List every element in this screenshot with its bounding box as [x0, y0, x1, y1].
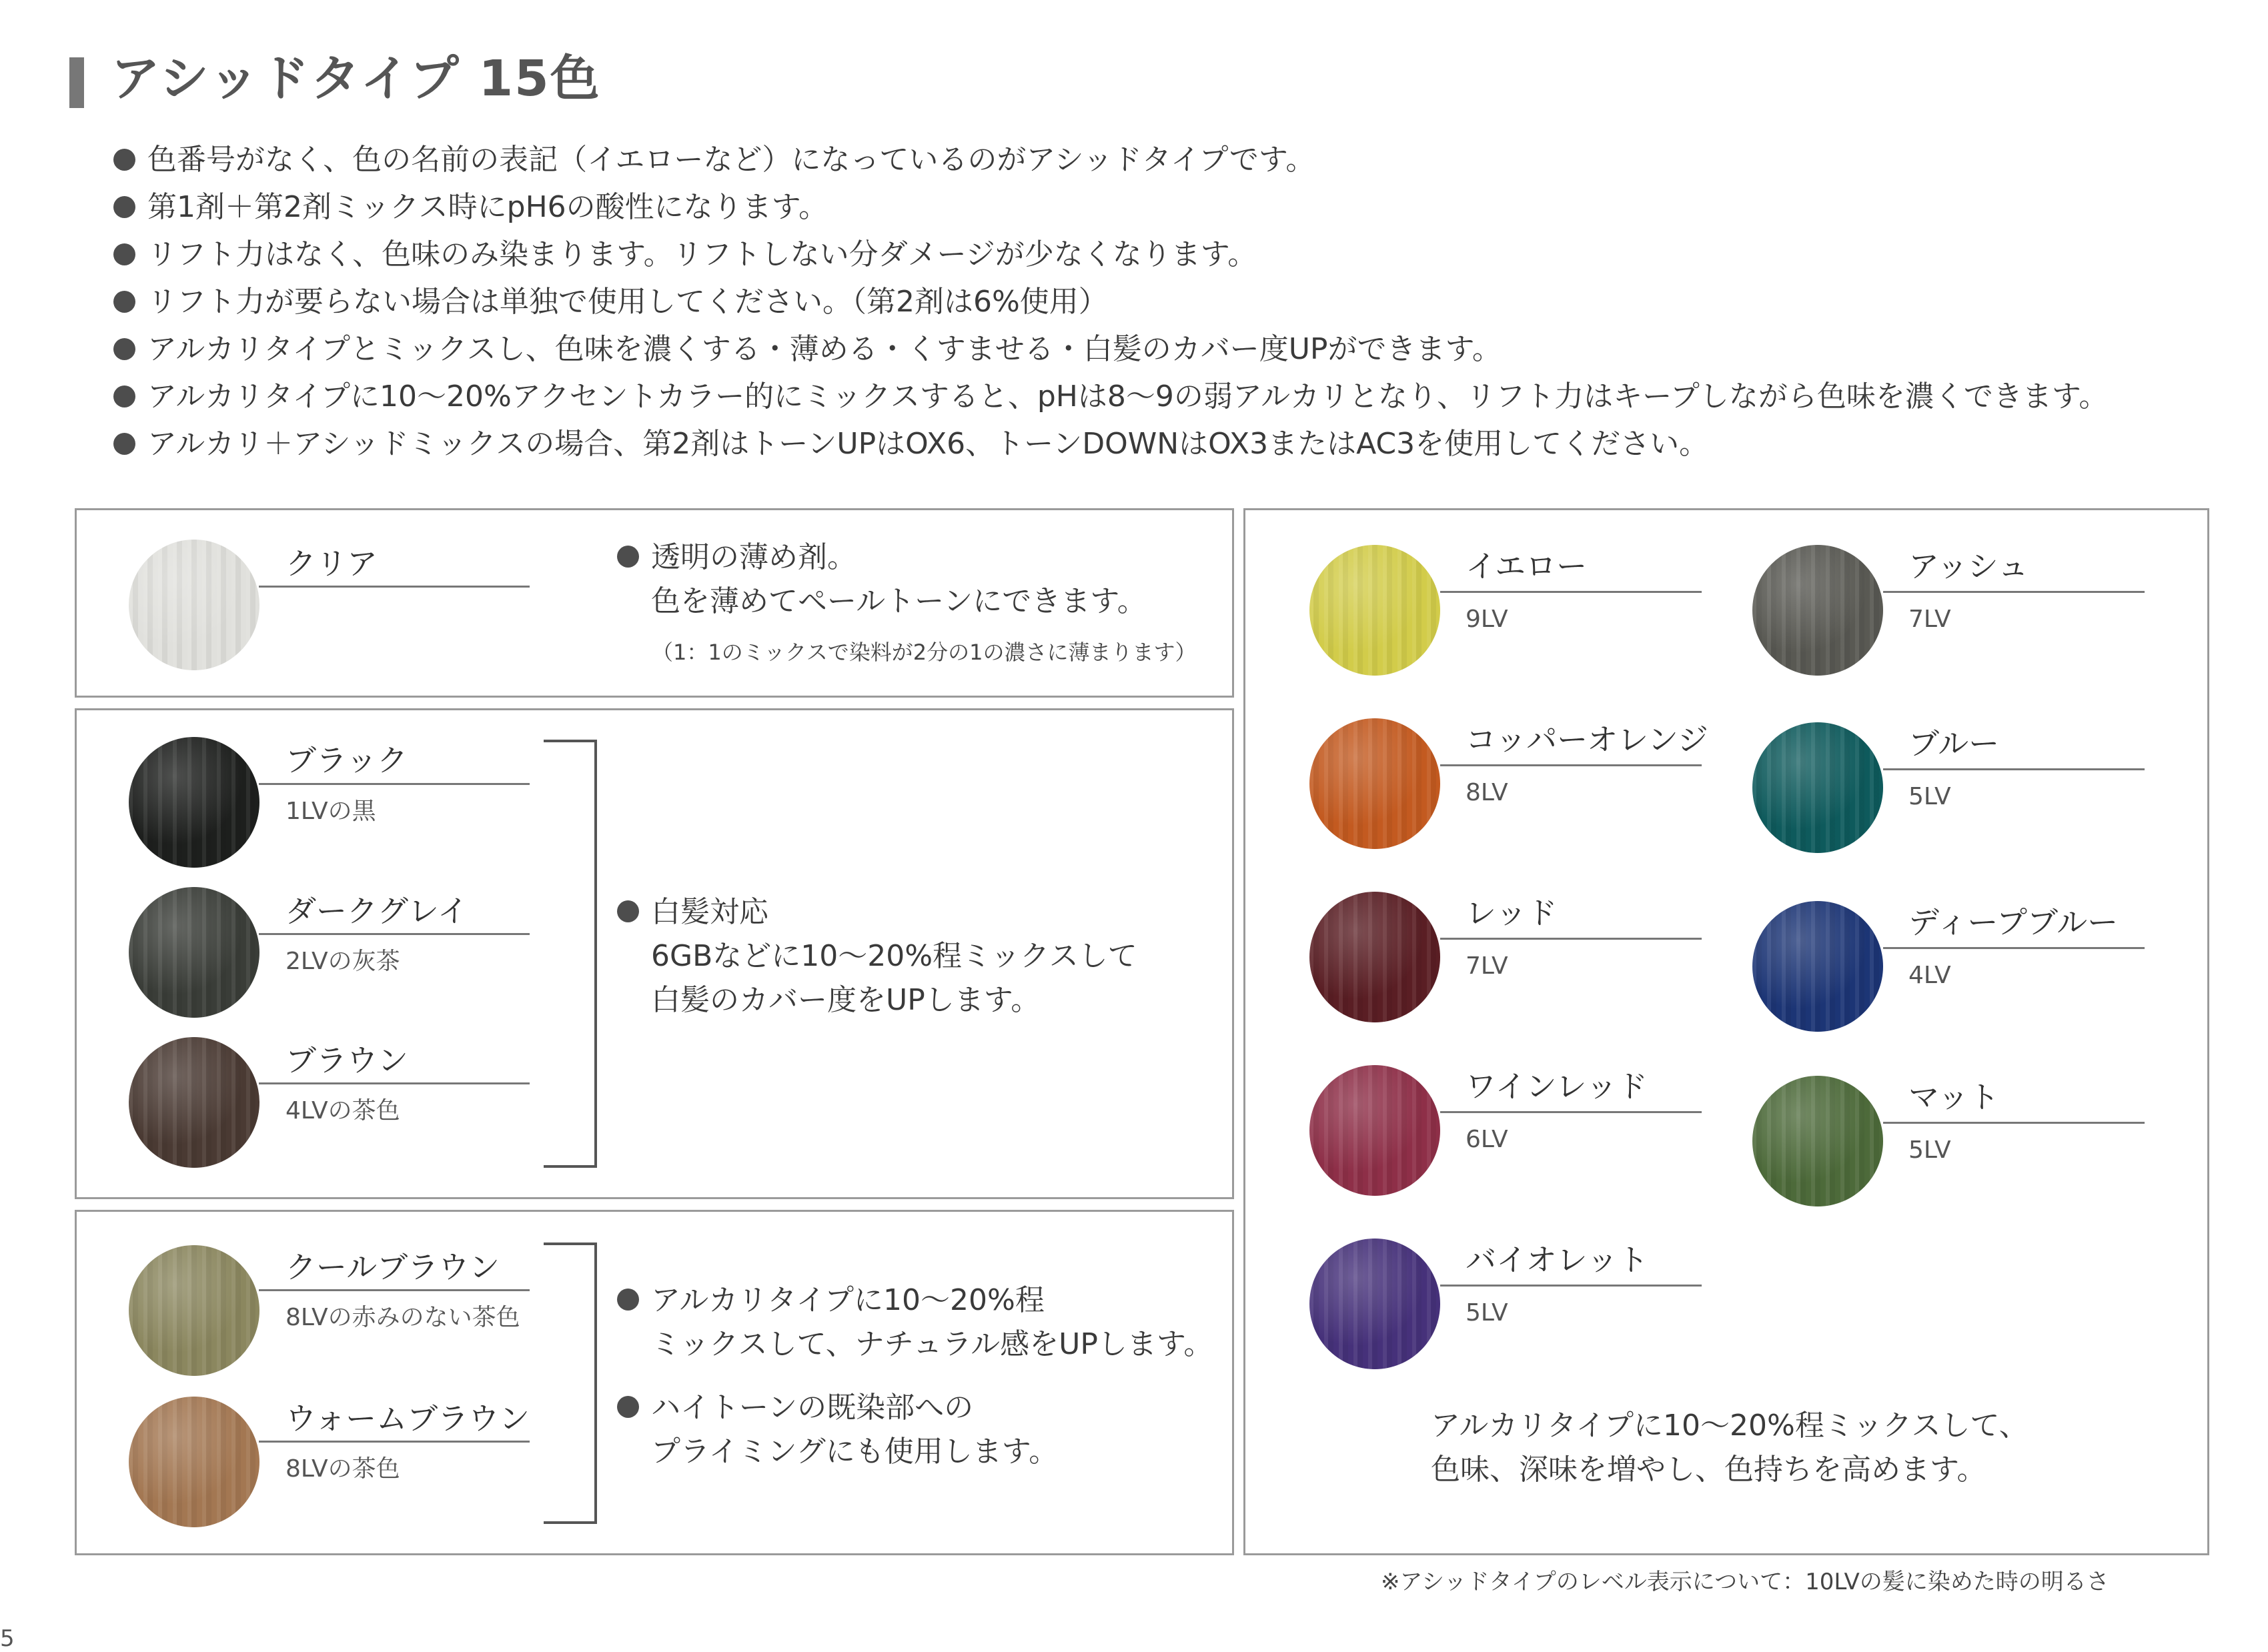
- vivid-colors-box: [1243, 508, 2209, 1555]
- brown-note-1: アルカリタイプに10〜20%程 ミックスして、ナチュラル感をUPします。: [617, 1279, 1213, 1367]
- name-underline: [1883, 947, 2145, 949]
- wine-red-name: ワインレッド: [1466, 1068, 1648, 1104]
- brown-swatch: [129, 1037, 259, 1168]
- name-underline: [1883, 591, 2145, 593]
- bullet-dot-icon: [113, 196, 135, 218]
- bullet-dot-icon: [113, 149, 135, 171]
- blue-level: 5LV: [1908, 783, 1951, 810]
- red-swatch: [1309, 892, 1440, 1022]
- black-swatch: [129, 737, 259, 868]
- name-underline: [1440, 764, 1702, 766]
- cool-brown-level: 8LVの赤みのない茶色: [286, 1304, 520, 1331]
- deep-blue-name: ディープブルー: [1908, 904, 2119, 940]
- dark-colors-note: 白髪対応 6GBなどに10〜20%程ミックスして 白髪のカバー度をUPします。: [617, 890, 1137, 1022]
- name-underline: [259, 1289, 530, 1291]
- name-underline: [1883, 768, 2145, 770]
- bullet-item: リフト力が要らない場合は単独で使用してください。（第2剤は6%使用）: [113, 278, 2108, 325]
- dark-grey-level: 2LVの灰茶: [286, 948, 400, 975]
- copper-orange-swatch: [1309, 718, 1440, 849]
- group-bracket: [544, 1243, 597, 1524]
- warm-brown-swatch: [129, 1397, 259, 1527]
- red-level: 7LV: [1466, 952, 1508, 980]
- name-underline: [259, 1441, 530, 1443]
- copper-orange-name: コッパーオレンジ: [1466, 722, 1708, 758]
- matt-name: マット: [1908, 1079, 2000, 1115]
- cool-brown-swatch: [129, 1245, 259, 1376]
- cool-brown-name: クールブラウン: [286, 1249, 500, 1285]
- bullet-item: 第1剤＋第2剤ミックス時にpH6の酸性になります。: [113, 183, 2108, 231]
- clear-name: クリア: [286, 546, 378, 582]
- name-underline: [259, 933, 530, 935]
- black-level: 1LVの黒: [286, 798, 376, 825]
- name-underline: [259, 783, 530, 785]
- ash-name: アッシュ: [1908, 548, 2029, 584]
- bullet-dot-icon: [617, 900, 639, 922]
- yellow-level: 9LV: [1466, 606, 1508, 633]
- bullet-dot-icon: [113, 385, 135, 407]
- name-underline: [1440, 938, 1702, 940]
- bullet-item: 色番号がなく、色の名前の表記（イエローなど）になっているのがアシッドタイプです。: [113, 136, 2108, 183]
- group-bracket: [544, 740, 597, 1168]
- yellow-name: イエロー: [1466, 548, 1588, 584]
- name-underline: [259, 586, 530, 588]
- violet-swatch: [1309, 1238, 1440, 1369]
- brown-level: 4LVの茶色: [286, 1097, 400, 1124]
- name-underline: [1883, 1122, 2145, 1124]
- red-name: レッド: [1466, 895, 1558, 931]
- brown-colors-box: [75, 1210, 1234, 1555]
- blue-swatch: [1752, 722, 1883, 853]
- clear-note: 透明の薄め剤。 色を薄めてペールトーンにできます。: [617, 536, 1147, 624]
- matt-swatch: [1752, 1076, 1883, 1206]
- bullet-dot-icon: [113, 291, 135, 313]
- blue-name: ブルー: [1908, 726, 2000, 762]
- bullet-dot-icon: [113, 338, 135, 360]
- black-name: ブラック: [286, 742, 408, 778]
- bullet-dot-icon: [113, 243, 135, 265]
- dark-grey-name: ダークグレイ: [286, 893, 468, 929]
- name-underline: [259, 1082, 530, 1084]
- violet-level: 5LV: [1466, 1299, 1508, 1327]
- name-underline: [1440, 591, 1702, 593]
- page-number: 5: [0, 1625, 15, 1652]
- deep-blue-swatch: [1752, 901, 1883, 1032]
- bullet-dot-icon: [617, 1289, 639, 1311]
- copper-orange-level: 8LV: [1466, 779, 1508, 806]
- bullet-item: アルカリタイプとミックスし、色味を濃くする・薄める・くすませる・白髪のカバー度UPができます。: [113, 325, 2108, 373]
- matt-level: 5LV: [1908, 1136, 1951, 1164]
- ash-level: 7LV: [1908, 606, 1951, 633]
- bullet-dot-icon: [617, 546, 639, 568]
- bullet-item: アルカリ＋アシッドミックスの場合、第2剤はトーンUPはOX6、トーンDOWNはOX3またはAC3を使用してください。: [113, 420, 2108, 468]
- intro-bullet-list: [113, 136, 2108, 468]
- page-title: アシッドタイプ 15色: [111, 50, 601, 107]
- name-underline: [1440, 1111, 1702, 1113]
- bullet-dot-icon: [113, 433, 135, 455]
- clear-color-box: [75, 508, 1234, 698]
- yellow-swatch: [1309, 545, 1440, 676]
- wine-red-swatch: [1309, 1065, 1440, 1196]
- violet-name: バイオレット: [1466, 1242, 1649, 1278]
- wine-red-level: 6LV: [1466, 1126, 1508, 1153]
- ash-swatch: [1752, 545, 1883, 676]
- dark-grey-swatch: [129, 887, 259, 1018]
- name-underline: [1440, 1285, 1702, 1287]
- clear-note-small: （1：1のミックスで染料が2分の1の濃さに薄まります）: [652, 640, 1197, 665]
- clear-swatch: [129, 540, 259, 670]
- vivid-colors-note: アルカリタイプに10〜20%程ミックスして、 色味、深味を増やし、色持ちを高めます。: [1431, 1409, 2029, 1487]
- deep-blue-level: 4LV: [1908, 962, 1951, 989]
- title-accent-bar: [69, 57, 84, 108]
- bullet-dot-icon: [617, 1396, 639, 1418]
- warm-brown-level: 8LVの茶色: [286, 1455, 400, 1483]
- warm-brown-name: ウォームブラウン: [286, 1401, 530, 1437]
- dark-colors-box: [75, 708, 1234, 1199]
- bullet-item: アルカリタイプに10〜20%アクセントカラー的にミックスすると、pHは8〜9の弱アルカリとなり、リフト力はキープしながら色味を濃くできます。: [113, 373, 2108, 420]
- brown-name: ブラウン: [286, 1042, 408, 1078]
- level-footnote: ※アシッドタイプのレベル表示について：10LVの髪に染めた時の明るさ: [1381, 1569, 2109, 1595]
- brown-note-2: ハイトーンの既染部への プライミングにも使用します。: [617, 1386, 1058, 1474]
- bullet-item: リフト力はなく、色味のみ染まります。リフトしない分ダメージが少なくなります。: [113, 231, 2108, 278]
